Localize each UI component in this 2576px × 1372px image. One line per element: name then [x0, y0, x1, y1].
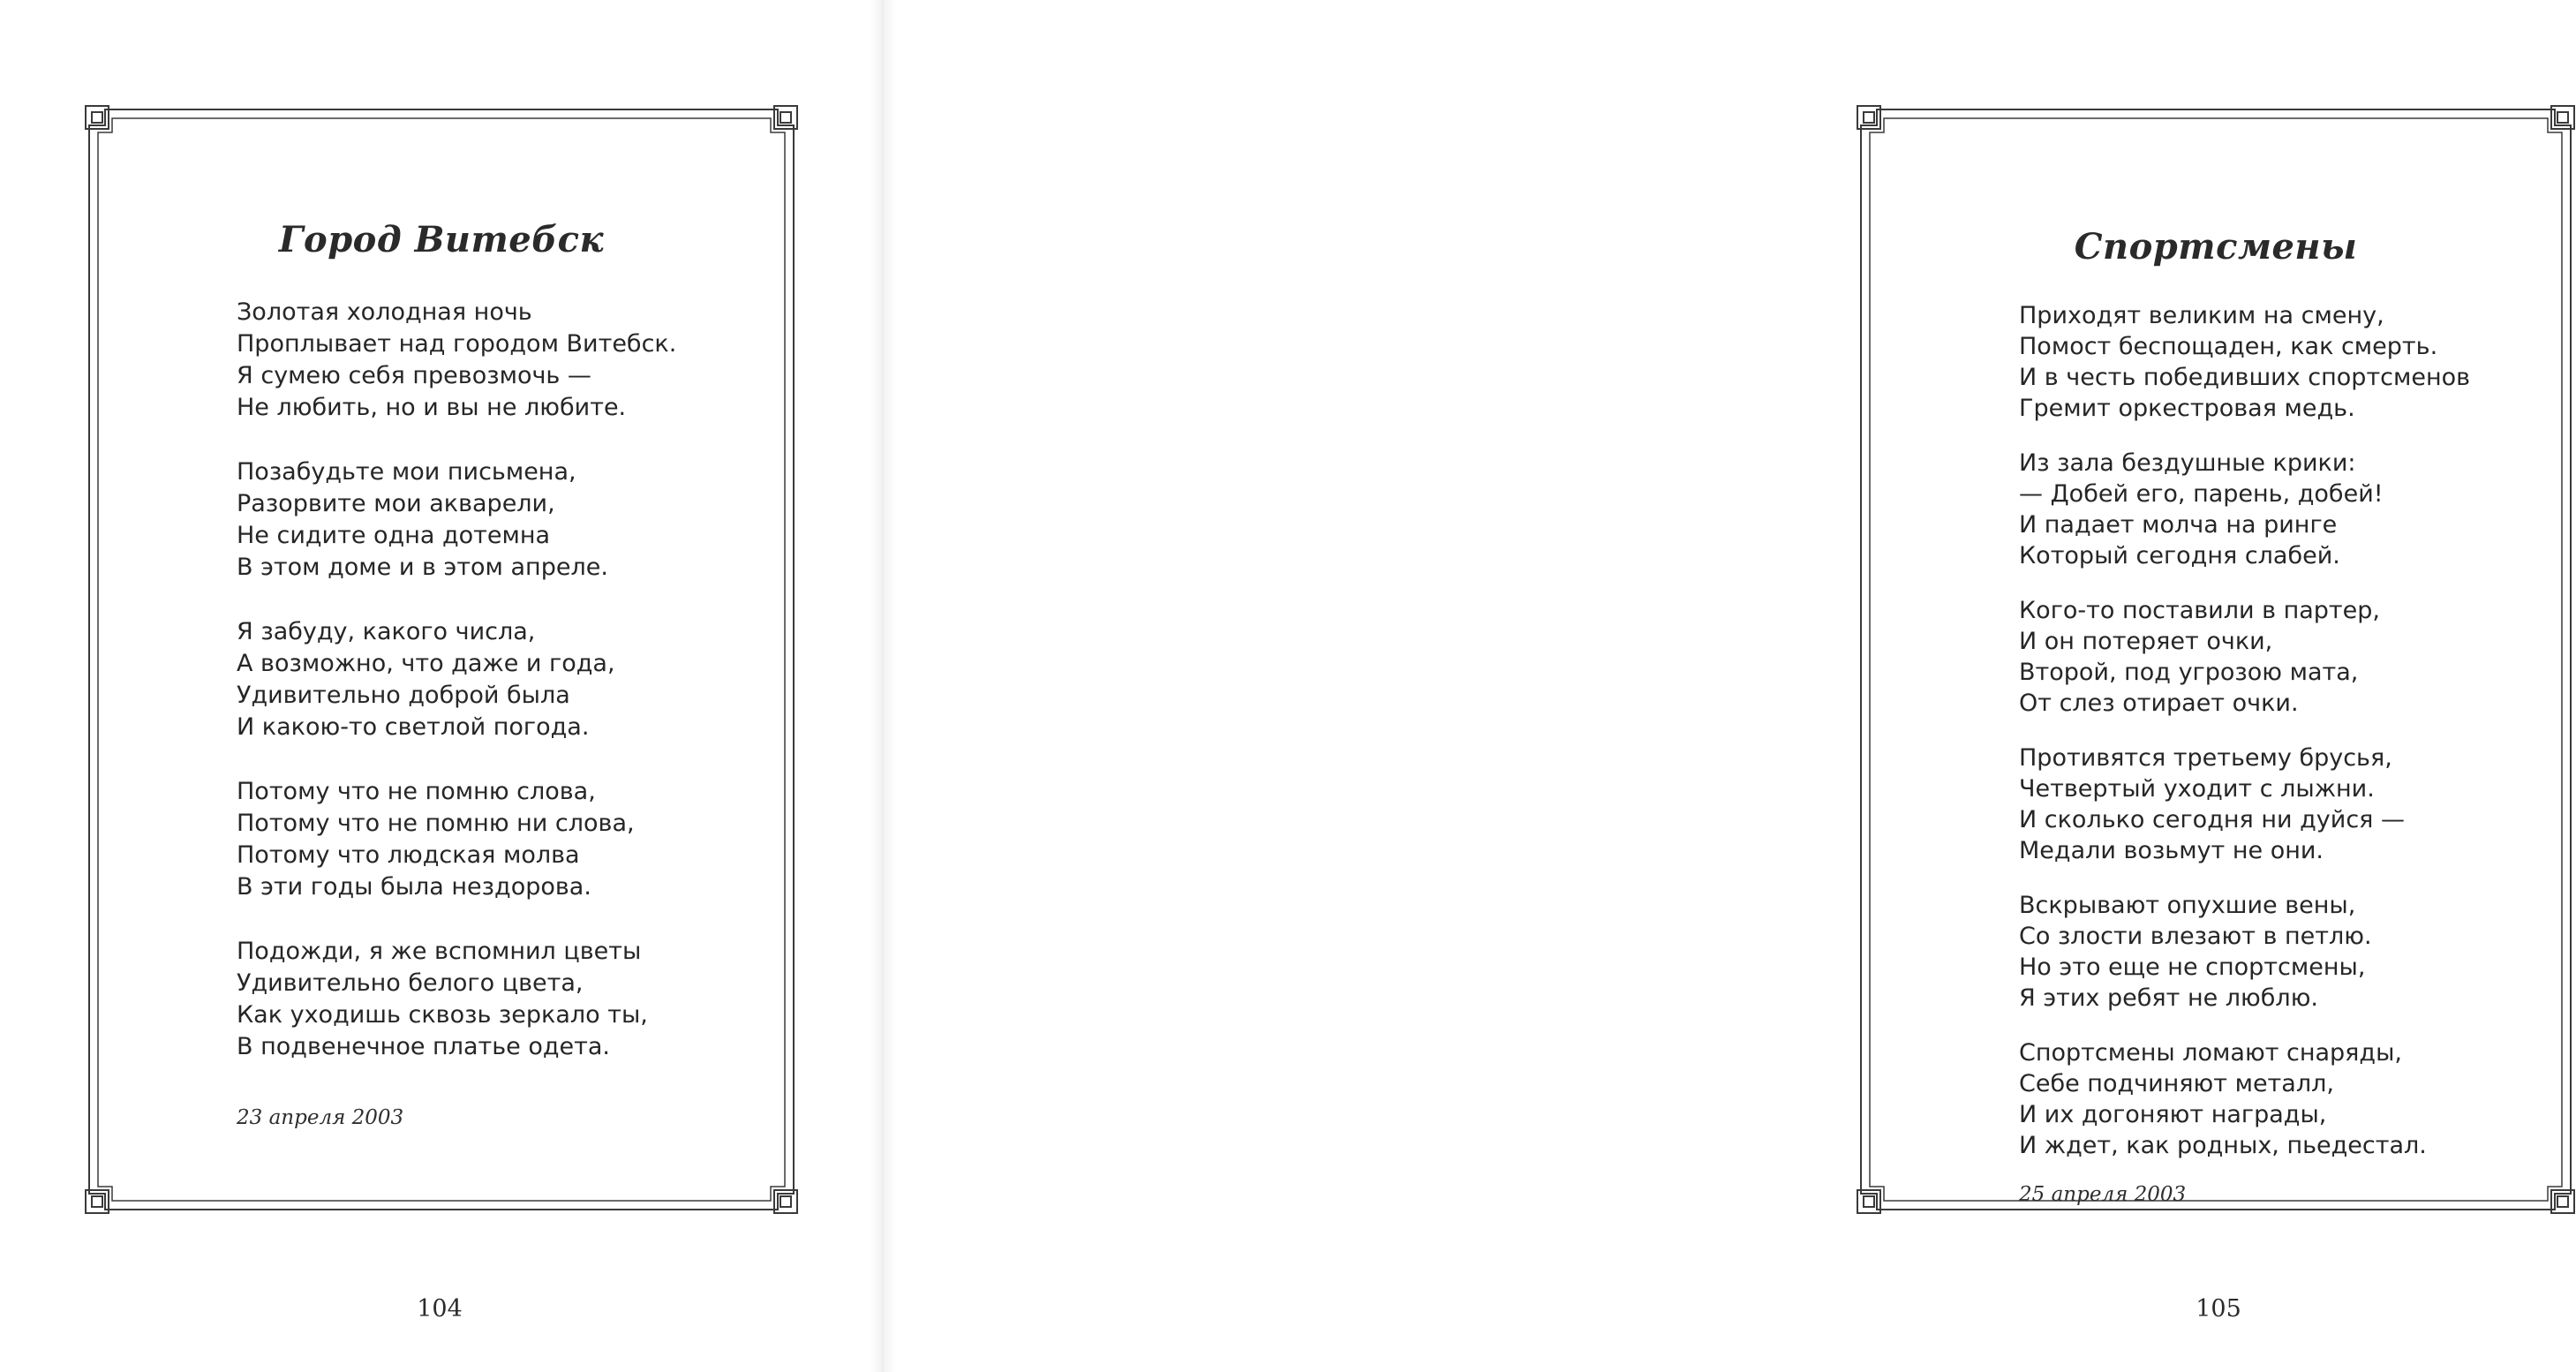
verse-line: В эти годы была нездорова.: [237, 873, 591, 901]
verse-line: Противятся третьему брусья,: [2019, 744, 2392, 772]
stanza-3: [237, 616, 784, 743]
corner-ornament-top-left-icon: [1857, 106, 1880, 129]
corner-ornament-bottom-left-icon: [86, 1190, 109, 1213]
verse-line: Проплывает над городом Витебск.: [237, 330, 677, 358]
verse-line: Спортсмены ломают снаряды,: [2019, 1039, 2402, 1067]
verse-line: В подвенечное платье одета.: [237, 1033, 610, 1060]
verse-line: Как уходишь сквозь зеркало ты,: [237, 1001, 648, 1029]
verse-line: Медали возьмут не они.: [2019, 837, 2324, 864]
verse-line: Гремит оркестровая медь.: [2019, 395, 2355, 422]
verse-line: Я этих ребят не люблю.: [2019, 984, 2319, 1012]
verse-line: Второй, под угрозою мата,: [2019, 659, 2359, 686]
corner-ornament-bottom-left-icon: [1857, 1190, 1880, 1213]
verse-line: Подожди, я же вспомнил цветы: [237, 938, 642, 965]
left-page: [0, 0, 883, 1372]
poem-title: Город Витебск: [278, 219, 605, 260]
verse-line: Помост беспощаден, как смерть.: [2019, 333, 2438, 360]
verse-line: А возможно, что даже и года,: [237, 650, 615, 677]
verse-line: Четвертый уходит с лыжни.: [2019, 775, 2375, 803]
verse-line: В этом доме и в этом апреле.: [237, 554, 608, 581]
stanza-6: [2019, 1037, 2566, 1161]
corner-ornament-bottom-right-icon: [774, 1190, 797, 1213]
stanza-4: [237, 776, 784, 903]
verse-line: И падает молча на ринге: [2019, 511, 2338, 539]
corner-ornament-top-right-icon: [2551, 106, 2574, 129]
stanza-1: [2019, 300, 2566, 424]
page-number: 105: [2196, 1295, 2241, 1323]
verse-line: Разорвите мои акварели,: [237, 490, 555, 517]
corner-ornament-top-right-icon: [774, 106, 797, 129]
stanza-4: [2019, 743, 2566, 866]
verse-line: Кого-то поставили в партер,: [2019, 597, 2380, 624]
verse-line: Удивительно белого цвета,: [237, 969, 584, 997]
verse-line: Потому что людская молва: [237, 841, 580, 869]
stanza-5: [2019, 890, 2566, 1014]
verse-line: Я забуду, какого числа,: [237, 618, 536, 645]
poem-date: 23 апреля 2003: [237, 1106, 404, 1129]
verse-line: Потому что не помню ни слова,: [237, 810, 635, 837]
poem-title: Спортсмены: [2074, 226, 2358, 268]
stanza-5: [237, 936, 784, 1063]
verse-line: — Добей его, парень, добей!: [2019, 480, 2384, 508]
verse-line: Я сумею себя превозмочь —: [237, 362, 591, 389]
verse-line: Потому что не помню слова,: [237, 778, 596, 805]
right-page: [883, 0, 2471, 1372]
verse-line: И в честь победивших спортсменов: [2019, 364, 2471, 391]
poem-body: [2019, 300, 2566, 1185]
verse-line: Который сегодня слабей.: [2019, 542, 2340, 569]
verse-line: Не сидите одна дотемна: [237, 522, 551, 549]
stanza-1: [237, 297, 784, 424]
verse-line: Но это еще не спортсмены,: [2019, 954, 2366, 981]
stanza-3: [2019, 595, 2566, 719]
verse-line: Приходят великим на смену,: [2019, 302, 2384, 329]
verse-line: И он потеряет очки,: [2019, 628, 2273, 655]
page-number: 104: [417, 1295, 463, 1323]
verse-line: И сколько сегодня ни дуйся —: [2019, 806, 2405, 833]
verse-line: Позабудьте мои письмена,: [237, 458, 576, 486]
verse-line: Вскрывают опухшие вены,: [2019, 892, 2356, 919]
stanza-2: [2019, 448, 2566, 571]
verse-line: От слез отирает очки.: [2019, 690, 2299, 717]
corner-ornament-top-left-icon: [86, 106, 109, 129]
verse-line: Со злости влезают в петлю.: [2019, 923, 2372, 950]
poem-date: 25 апреля 2003: [2019, 1183, 2187, 1206]
verse-line: Себе подчиняют металл,: [2019, 1070, 2334, 1097]
verse-line: Золотая холодная ночь: [237, 298, 532, 326]
verse-line: Из зала бездушные крики:: [2019, 449, 2356, 477]
verse-line: И ждет, как родных, пьедестал.: [2019, 1132, 2427, 1159]
stanza-2: [237, 456, 784, 584]
verse-line: Удивительно доброй была: [237, 682, 570, 709]
verse-line: Не любить, но и вы не любите.: [237, 394, 627, 421]
poem-body: [237, 297, 784, 1096]
corner-ornament-bottom-right-icon: [2551, 1190, 2574, 1213]
verse-line: И их догоняют награды,: [2019, 1101, 2327, 1128]
verse-line: И какою-то светлой погода.: [237, 713, 590, 741]
